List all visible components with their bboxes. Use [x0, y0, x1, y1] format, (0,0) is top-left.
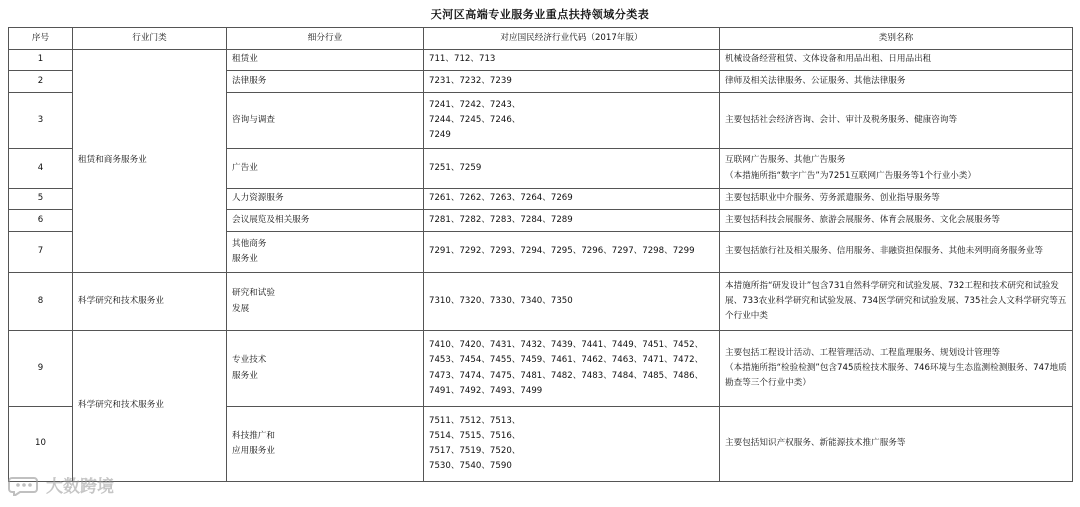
industry-code: 7261、7262、7263、7264、7269 — [424, 189, 720, 210]
table-row — [9, 273, 1073, 331]
row-no: 1 — [9, 50, 73, 71]
category-name: 主要包括职业中介服务、劳务派遣服务、创业指导服务等 — [720, 189, 1073, 210]
table-row — [9, 331, 1073, 407]
table-row — [9, 50, 1073, 71]
industry-code: 7511、7512、7513、 7514、7515、7516、 7517、7519、7520、 7530、7540、7590 — [424, 407, 720, 482]
sub-industry: 科技推广和 应用服务业 — [227, 407, 424, 482]
industry-code: 7291、7292、7293、7294、7295、7296、7297、7298、7299 — [424, 232, 720, 273]
row-no: 5 — [9, 189, 73, 210]
row-no: 2 — [9, 71, 73, 93]
row-no: 10 — [9, 407, 73, 482]
row-no: 6 — [9, 210, 73, 232]
header-category: 类别名称 — [720, 28, 1073, 50]
industry-code: 7410、7420、7431、7432、7439、7441、7449、7451、7452、7453、7454、7455、7459、7461、7462、7463、7471、7472、7473、7474、7475、7481、7482、7483、7484、7485、7486、7491、7492、7493、7499 — [424, 331, 720, 407]
row-no: 4 — [9, 149, 73, 189]
category-name: 本措施所指“研发设计”包含731自然科学研究和试验发展、732工程和技术研究和试验发展、733农业科学研究和试验发展、734医学研究和试验发展、735社会人文科学研究等五个行业中类 — [720, 273, 1073, 331]
sub-industry: 租赁业 — [227, 50, 424, 71]
header-sub-industry: 细分行业 — [227, 28, 424, 50]
row-no: 8 — [9, 273, 73, 331]
row-no: 9 — [9, 331, 73, 407]
row-no: 7 — [9, 232, 73, 273]
watermark-text: 大数跨境 — [46, 477, 114, 497]
watermark — [8, 472, 114, 497]
category-name: 律师及相关法律服务、公证服务、其他法律服务 — [720, 71, 1073, 93]
industry-code: 711、712、713 — [424, 50, 720, 71]
sub-industry: 会议展览及相关服务 — [227, 210, 424, 232]
sub-industry: 法律服务 — [227, 71, 424, 93]
sub-industry: 咨询与调查 — [227, 93, 424, 149]
category-name: 主要包括知识产权服务、新能源技术推广服务等 — [720, 407, 1073, 482]
classification-table — [8, 27, 1073, 482]
chat-bubble-logo-icon — [8, 474, 42, 496]
industry-cell: 租赁和商务服务业 — [73, 50, 227, 273]
header-no: 序号 — [9, 28, 73, 50]
sub-industry: 广告业 — [227, 149, 424, 189]
industry-cell: 科学研究和技术服务业 — [73, 331, 227, 482]
table-header-row — [9, 28, 1073, 50]
category-name: 机械设备经营租赁、文体设备和用品出租、日用品出租 — [720, 50, 1073, 71]
sub-industry: 研究和试验 发展 — [227, 273, 424, 331]
category-name: 主要包括社会经济咨询、会计、审计及税务服务、健康咨询等 — [720, 93, 1073, 149]
industry-code: 7310、7320、7330、7340、7350 — [424, 273, 720, 331]
category-name: 主要包括科技会展服务、旅游会展服务、体育会展服务、文化会展服务等 — [720, 210, 1073, 232]
category-name: 主要包括工程设计活动、工程管理活动、工程监理服务、规划设计管理等 （本措施所指“检验检测”包含745质检技术服务、746环境与生态监测检测服务、747地质勘查等三个行业中类） — [720, 331, 1073, 407]
table-title: 天河区高端专业服务业重点扶持领域分类表 — [430, 8, 650, 21]
sub-industry: 其他商务 服务业 — [227, 232, 424, 273]
industry-code: 7241、7242、7243、 7244、7245、7246、 7249 — [424, 93, 720, 149]
sub-industry: 专业技术 服务业 — [227, 331, 424, 407]
industry-code: 7231、7232、7239 — [424, 71, 720, 93]
category-name: 互联网广告服务、其他广告服务 （本措施所指“数字广告”为7251互联网广告服务等1个行业小类） — [720, 149, 1073, 189]
industry-cell: 科学研究和技术服务业 — [73, 273, 227, 331]
industry-code: 7251、7259 — [424, 149, 720, 189]
header-code: 对应国民经济行业代码（2017年版） — [424, 28, 720, 50]
category-name: 主要包括旅行社及相关服务、信用服务、非融资担保服务、其他未列明商务服务业等 — [720, 232, 1073, 273]
row-no: 3 — [9, 93, 73, 149]
industry-code: 7281、7282、7283、7284、7289 — [424, 210, 720, 232]
sub-industry: 人力资源服务 — [227, 189, 424, 210]
header-industry: 行业门类 — [73, 28, 227, 50]
